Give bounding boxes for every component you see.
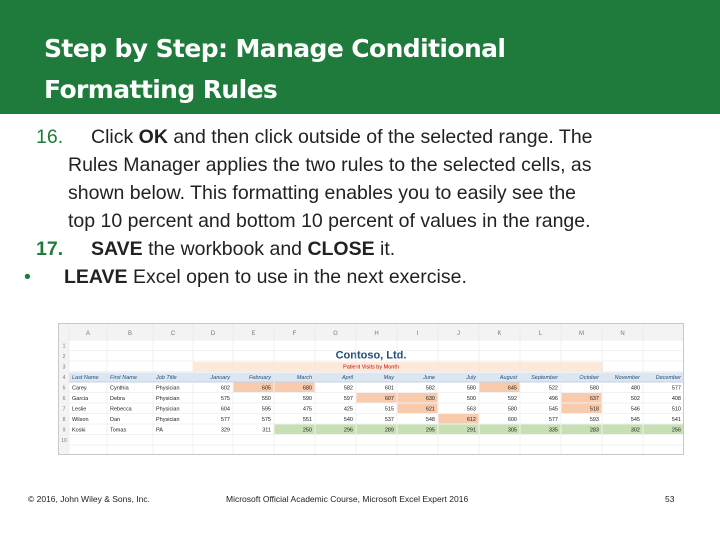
data-cell: 329 — [220, 427, 230, 434]
title-line-2: Formatting Rules — [44, 75, 278, 104]
header-cell: April — [341, 375, 353, 381]
column-letter: J — [457, 331, 460, 337]
data-cell: 602 — [220, 385, 230, 392]
row-number: 7 — [62, 406, 66, 413]
step-17-text-b: it. — [374, 238, 396, 260]
data-cell: Rebecca — [110, 406, 132, 413]
header-cell: September — [531, 375, 558, 381]
step-16-text-a: Click — [91, 126, 139, 148]
data-cell: 595 — [261, 406, 271, 413]
row-number: 8 — [62, 417, 66, 423]
data-cell: 502 — [630, 396, 640, 402]
footer-course: Microsoft Official Academic Course, Microsoft Excel Expert 2016 — [226, 494, 469, 504]
data-cell: Wilson — [72, 417, 89, 423]
row-number: 1 — [62, 343, 66, 350]
header-cell: June — [423, 375, 435, 381]
data-cell: 577 — [548, 417, 558, 423]
data-cell: 540 — [343, 417, 353, 423]
row-number: 10 — [61, 438, 67, 444]
footer-copyright: © 2016, John Wiley & Sons, Inc. — [28, 494, 151, 504]
data-cell: 311 — [262, 427, 271, 434]
row-number: 4 — [62, 375, 66, 381]
data-cell: Physician — [156, 385, 180, 392]
data-cell: 590 — [302, 396, 312, 402]
spreadsheet-screenshot — [58, 323, 684, 455]
data-cell: 580 — [589, 385, 599, 392]
column-letter: L — [538, 331, 543, 337]
data-cell: Physician — [156, 417, 180, 423]
data-cell: 680 — [302, 385, 312, 392]
data-cell: 630 — [425, 396, 435, 402]
data-cell: 580 — [466, 385, 476, 392]
data-cell: 518 — [589, 406, 599, 413]
header-cell: July — [466, 375, 476, 381]
data-cell: 305 — [507, 427, 517, 434]
data-cell: 605 — [261, 385, 271, 392]
column-header-strip — [59, 324, 683, 340]
data-cell: 582 — [343, 385, 353, 392]
column-letter: G — [333, 331, 338, 337]
data-cell: 541 — [671, 417, 681, 423]
step-17-number: 17. — [36, 238, 64, 260]
step-16-line-3: shown below. This formatting enables you to easily see the — [68, 182, 577, 204]
data-cell: 600 — [507, 417, 517, 423]
bullet-icon: • — [24, 266, 31, 288]
column-letter: A — [85, 331, 91, 337]
column-letter: N — [620, 331, 625, 337]
data-cell: 537 — [384, 417, 394, 423]
data-cell: 545 — [630, 417, 640, 423]
step-16-line-4: top 10 percent and bottom 10 percent of values in the range. — [68, 210, 591, 232]
data-cell: Tomas — [110, 427, 127, 434]
data-cell: 545 — [548, 406, 558, 413]
column-letter: H — [374, 331, 379, 337]
row-number: 5 — [62, 385, 66, 392]
row-number: 9 — [62, 427, 66, 434]
data-cell: 621 — [425, 406, 435, 413]
column-letter: D — [210, 331, 216, 337]
data-cell: Debra — [110, 396, 125, 402]
bullet-leave-text: Excel open to use in the next exercise. — [127, 266, 467, 288]
data-cell: 575 — [220, 396, 230, 402]
column-letter: E — [251, 331, 256, 337]
data-cell: 550 — [261, 396, 271, 402]
data-cell: PA — [156, 427, 163, 434]
data-cell: 480 — [630, 385, 640, 392]
data-cell: Physician — [156, 396, 180, 402]
data-cell: 475 — [302, 406, 312, 413]
header-cell: Last Name — [72, 375, 99, 381]
data-cell: 551 — [302, 417, 312, 423]
header-cell: October — [579, 375, 599, 381]
data-cell: 612 — [466, 417, 476, 423]
data-cell: 575 — [261, 417, 271, 423]
header-cell: March — [296, 375, 312, 381]
header-cell: Job Title — [156, 375, 177, 381]
step-17 — [16, 235, 706, 263]
header-cell: First Name — [110, 375, 137, 381]
header-cell: January — [210, 375, 230, 381]
step-16-text-b: and then click outside of the selected range. The — [167, 126, 593, 148]
header-cell: May — [383, 375, 394, 381]
data-cell: 597 — [343, 396, 353, 402]
step-16 — [16, 123, 706, 235]
header-cell: November — [614, 375, 640, 381]
data-cell: Physician — [156, 406, 180, 413]
bullet-leave — [16, 263, 706, 291]
data-cell: Cynthia — [110, 385, 129, 392]
spreadsheet-canvas — [59, 324, 683, 454]
data-cell: 522 — [548, 385, 558, 392]
step-16-line-2: Rules Manager applies the two rules to the selected cells, as — [68, 154, 592, 176]
data-cell: 607 — [384, 396, 394, 402]
column-letter: K — [497, 331, 502, 337]
data-cell: 592 — [507, 396, 517, 402]
data-cell: 510 — [671, 406, 681, 413]
column-letter: I — [416, 331, 419, 337]
data-cell: Dan — [110, 417, 121, 423]
header-cell: February — [248, 375, 271, 381]
sheet-subtitle: Patient Visits by Month — [343, 364, 399, 371]
footer-page-number: 53 — [665, 494, 675, 504]
title-line-1: Step by Step: Manage Conditional — [44, 34, 506, 63]
data-cell: 425 — [343, 406, 353, 413]
data-cell: 582 — [425, 385, 435, 392]
column-letter: C — [170, 331, 176, 337]
data-cell: 291 — [466, 427, 476, 434]
step-17-close: CLOSE — [307, 238, 375, 260]
data-cell: 500 — [466, 396, 476, 402]
data-cell: 593 — [589, 417, 599, 423]
step-17-text-a: the workbook and — [142, 238, 308, 260]
data-cell: 256 — [671, 427, 681, 434]
step-17-save: SAVE — [91, 238, 143, 260]
data-cell: 577 — [671, 385, 681, 392]
data-cell: 408 — [671, 396, 681, 402]
data-cell: 580 — [507, 406, 517, 413]
row-number: 3 — [62, 364, 66, 371]
data-cell: 250 — [302, 427, 312, 434]
bullet-leave-word: LEAVE — [64, 266, 128, 288]
data-cell: 515 — [384, 406, 394, 413]
data-cell: 546 — [630, 406, 640, 413]
data-cell: Carey — [72, 385, 87, 392]
data-cell: 645 — [507, 385, 517, 392]
data-cell: 548 — [425, 417, 435, 423]
data-cell: 283 — [589, 427, 599, 434]
data-cell: 302 — [630, 427, 640, 434]
column-letter: M — [579, 331, 584, 337]
row-number: 6 — [62, 396, 66, 402]
row-number: 2 — [62, 354, 66, 360]
step-16-number: 16. — [36, 126, 64, 148]
header-cell: December — [655, 375, 681, 381]
data-cell: 604 — [220, 406, 230, 413]
step-16-ok: OK — [138, 126, 168, 148]
data-cell: 637 — [589, 396, 599, 402]
data-cell: 601 — [384, 385, 394, 392]
data-cell: 563 — [466, 406, 476, 413]
data-cell: Koski — [72, 427, 86, 434]
slide-title — [44, 28, 684, 110]
sheet-company-title: Contoso, Ltd. — [335, 349, 407, 362]
data-cell: Leslie — [72, 406, 87, 413]
column-letter: F — [292, 331, 297, 337]
data-cell: Garcia — [72, 396, 89, 402]
data-cell: 295 — [425, 427, 435, 434]
data-cell: 496 — [548, 396, 558, 402]
header-cell: August — [499, 375, 517, 381]
data-cell: 296 — [343, 427, 353, 434]
column-letter: B — [127, 331, 133, 337]
step-list — [16, 123, 706, 291]
data-cell: 577 — [220, 417, 230, 423]
data-cell: 335 — [548, 427, 558, 434]
data-cell: 289 — [384, 427, 394, 434]
